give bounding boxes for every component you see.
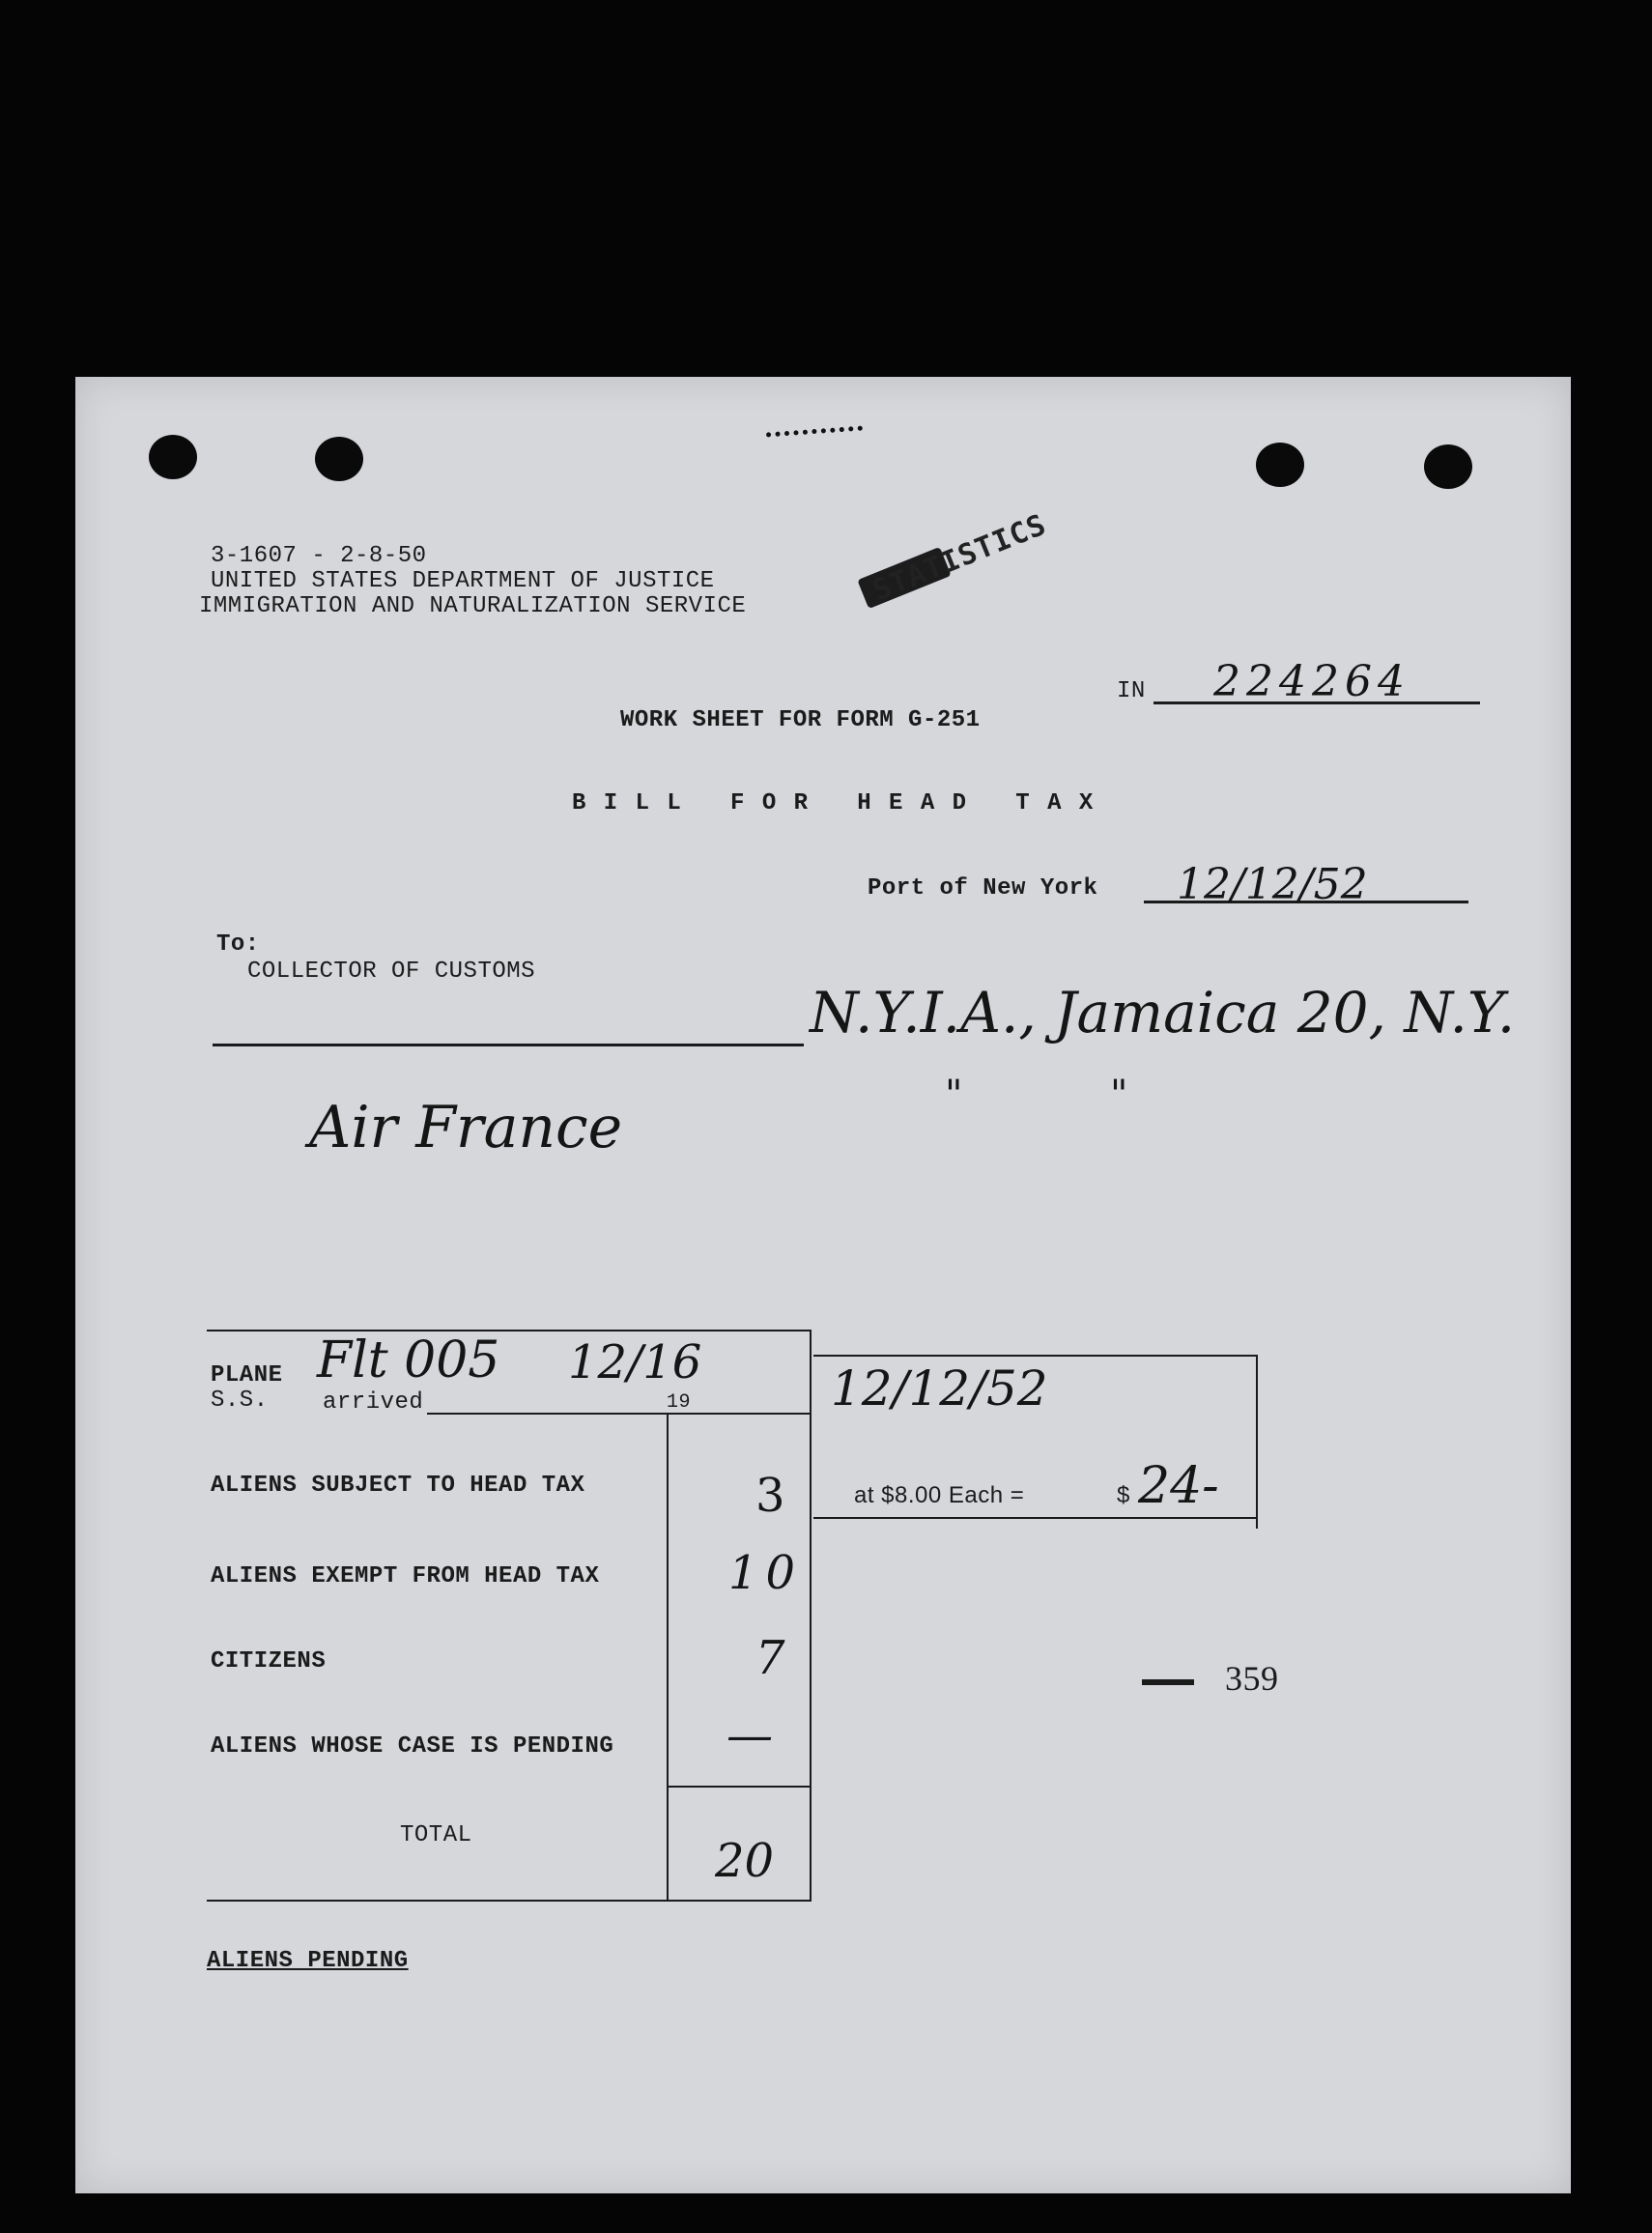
- port-date: 12/12/52: [1177, 860, 1368, 909]
- total-value: 20: [715, 1834, 775, 1888]
- row-label-exempt: ALIENS EXEMPT FROM HEAD TAX: [211, 1563, 600, 1589]
- row-value-citizens: 7: [755, 1631, 785, 1685]
- collector-label: COLLECTOR OF CUSTOMS: [247, 959, 536, 985]
- currency-symbol: $: [1117, 1482, 1130, 1508]
- ss-label: S.S.: [211, 1388, 269, 1414]
- page-ref-mark: [1142, 1679, 1194, 1685]
- ditto-marks: " ": [945, 1073, 1128, 1117]
- total-label: TOTAL: [400, 1822, 472, 1848]
- location-handwritten: N.Y.I.A., Jamaica 20, N.Y.: [810, 980, 1516, 1045]
- page-reference: 359: [1225, 1659, 1279, 1698]
- total-separator: [667, 1786, 812, 1788]
- form-code: 3-1607 - 2-8-50: [211, 543, 427, 569]
- to-label: To:: [216, 931, 260, 958]
- plane-label: PLANE: [211, 1362, 283, 1388]
- row-label-citizens: CITIZENS: [211, 1648, 327, 1675]
- date-box-top: [813, 1355, 1258, 1357]
- document-page: [75, 377, 1571, 2193]
- arrived-label: arrived: [323, 1389, 424, 1416]
- arrived-underline: [427, 1413, 812, 1415]
- worksheet-title: WORK SHEET FOR FORM G-251: [620, 707, 981, 733]
- row-label-subject: ALIENS SUBJECT TO HEAD TAX: [211, 1473, 585, 1499]
- flight-date: 12/16: [568, 1335, 702, 1389]
- table-top-line: [207, 1330, 810, 1331]
- statistics-stamp: STATISTICS: [868, 507, 1052, 609]
- in-number: 224264: [1213, 657, 1410, 706]
- row-value-subject: 3: [755, 1469, 785, 1523]
- rate-text: at $8.00 Each =: [854, 1482, 1025, 1508]
- row-value-pending: —: [726, 1708, 773, 1762]
- date-box-right: [1256, 1355, 1258, 1529]
- aliens-pending-label: ALIENS PENDING: [207, 1948, 409, 1974]
- punch-hole: [1256, 443, 1304, 487]
- row-label-pending: ALIENS WHOSE CASE IS PENDING: [211, 1733, 614, 1760]
- carrier-name: Air France: [309, 1094, 623, 1161]
- flight-number: Flt 005: [317, 1331, 500, 1389]
- punch-hole: [149, 435, 197, 479]
- column-right-border: [810, 1330, 812, 1900]
- bill-title: B I L L F O R H E A D T A X: [572, 790, 1096, 816]
- port-label: Port of New York: [868, 875, 1098, 902]
- binding-mark: [766, 426, 865, 467]
- in-label: IN: [1117, 678, 1146, 704]
- year-label: 19: [667, 1391, 692, 1414]
- department-name: UNITED STATES DEPARTMENT OF JUSTICE: [211, 568, 715, 594]
- date-box-bottom: [813, 1517, 1258, 1519]
- punch-hole: [1424, 444, 1472, 489]
- row-value-exempt: 10: [728, 1546, 804, 1600]
- table-bottom-line: [207, 1900, 812, 1902]
- service-name: IMMIGRATION AND NATURALIZATION SERVICE: [199, 593, 747, 619]
- address-underline: [213, 1044, 804, 1046]
- column-left-border: [667, 1413, 669, 1900]
- arrival-date: 12/12/52: [831, 1360, 1048, 1417]
- punch-hole: [315, 437, 363, 481]
- tax-amount: 24-: [1138, 1457, 1219, 1515]
